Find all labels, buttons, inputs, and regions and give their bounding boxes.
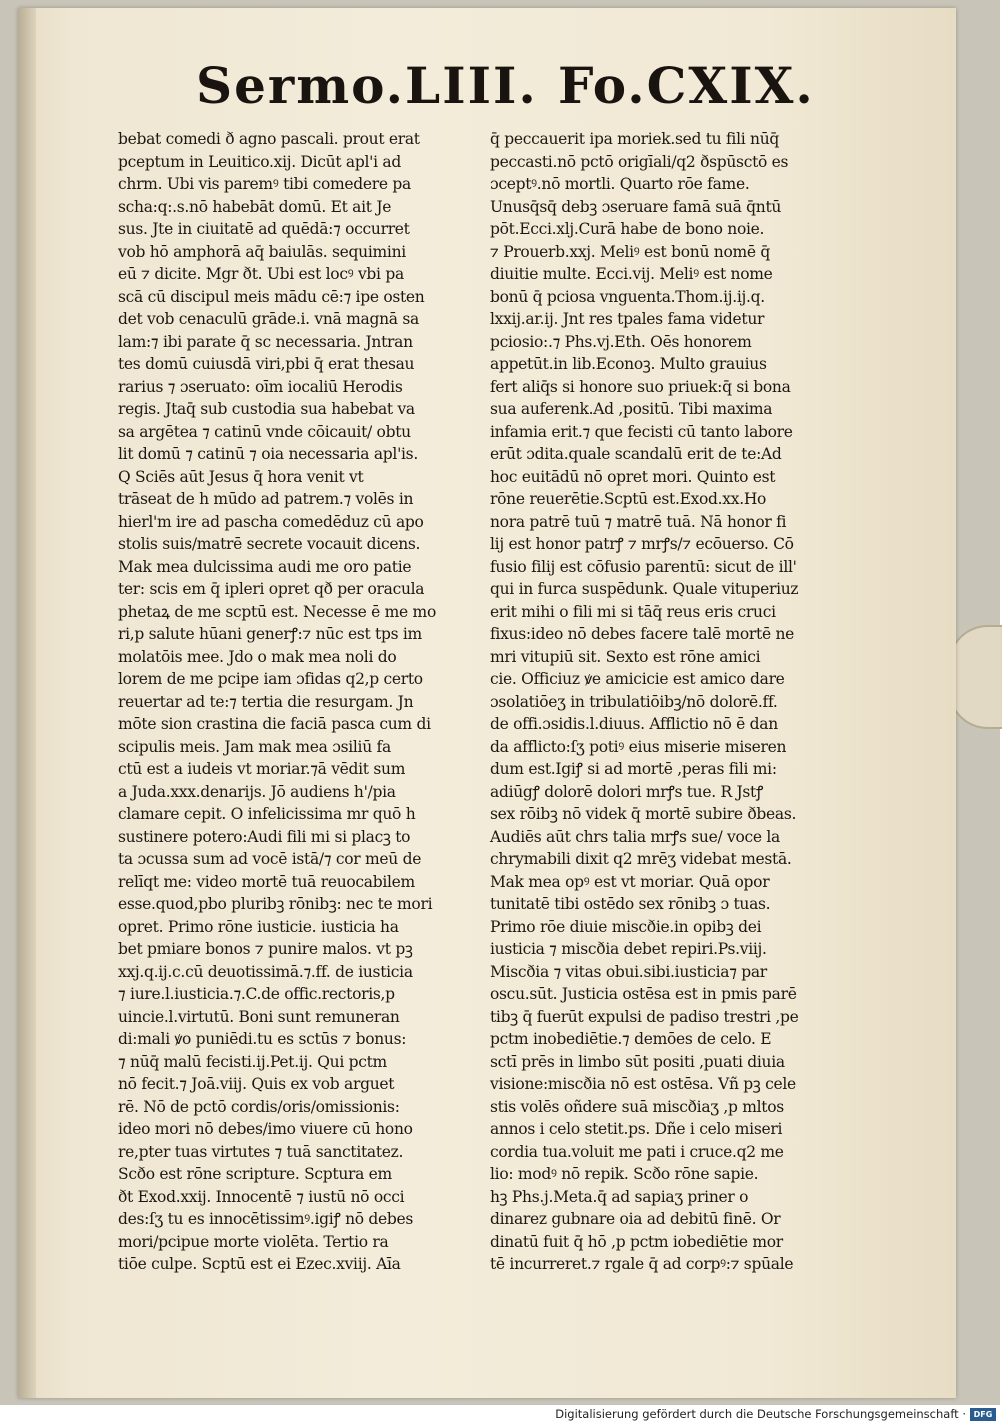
text-line: hoc euitādū nō opret mori. Quinto est [490,467,776,486]
page-header [18,56,956,126]
footer-bar [0,1405,1000,1424]
text-line: ⁊ iure.l.iusticia.⁊.C.de offic.rectoris,p [118,985,395,1003]
text-line: ⁊ Prouerb.xxj. Meliꝰ est bonū nomē q̄ [490,242,770,261]
text-line: nō fecit.⁊ Joā.viij. Quis ex vob arguet [118,1075,395,1093]
text-line: ideo mori nō debes/imo viuere cū hono [118,1120,413,1138]
text-line: erit mihi o fili mi si tāq̄ reus eris cruci [490,602,776,621]
text-line: pōt.Ecci.xlj.Curā habe de bono noie. [490,220,765,238]
text-line: mōte sion crastina die faciā pasca cum di [118,715,431,733]
text-line: sustinere potero:Audi fili mi si placꝫ to [118,827,411,846]
left-text-column [118,128,498,1273]
text-line: xxj.q.ij.c.cū deuotissimā.⁊.ff. de iusticia [118,962,413,981]
text-line: ctū est a iudeis vt moriar.⁊ā vēdit sum [118,760,406,778]
text-line: dinarez gubnare oia ad debitū finē. Or [490,1210,781,1228]
text-line: chrymabili dixit q2 mrēʒ videbat mestā. [490,850,792,868]
text-line: lam:⁊ ibi parate q̄ sc necessaria. Jntran [118,332,413,351]
text-line: Unusq̄sq̄ debꝫ ɔseruare famā suā q̄ntū [490,197,782,216]
text-line: relīqt me: video mortē tuā reuocabilem [118,872,415,891]
text-line: phetaꝝ de me scptū est. Necesse ē me mo [118,602,436,621]
text-line: sex rōibꝫ nō videk q̄ mortē subire ðbeas. [490,805,797,823]
text-line: chrm. Ubi vis paremꝰ tibi comedere pa [118,175,411,193]
text-line: rarius ⁊ ɔseruato: oīm iocaliū Herodis [118,377,403,396]
text-line: tiōe culpe. Scptū est ei Ezec.xviij. Aīa [118,1255,401,1273]
text-line: bet pmiare bonos ⁊ punire malos. vt pꝫ [118,940,413,958]
dfg-logo: DFG [970,1408,996,1421]
text-line: erūt ɔdita.quale scandalū erit de te:Ad [490,445,782,463]
text-line: lit domū ⁊ catinū ⁊ oia necessaria apl'is. [118,445,418,463]
text-line: stolis suis/matrē secrete vocauit dicens. [118,535,421,553]
text-line: scipulis meis. Jam mak mea ɔsiliū fa [118,737,391,756]
text-line: a Juda.xxx.denarijs. Jō audiens h'/pia [118,782,396,801]
text-line: eū ⁊ dicite. Mgr ðt. Ubi est locꝰ vbi pa [118,265,404,283]
page-tab [948,625,1002,729]
text-line: tes domū cuiusdā viri,pbi q̄ erat thesau [118,355,415,373]
text-line: sua auferenk.Ad ,positū. Tibi maxima [490,400,773,418]
text-line: peccasti.nō pctō origīali/q2 ðspūsctō es [490,152,789,171]
text-line: rōne reuerētie.Scptū est.Exod.xx.Ho [490,490,767,508]
text-line: mori/pcipue morte violēta. Tertio ra [118,1232,389,1251]
text-line: infamia erit.⁊ que fecisti cū tanto labore [490,422,793,441]
text-line: lio: modꝰ nō repik. Scðo rōne sapie. [490,1165,759,1183]
folio-number: Fo.CXIX. [558,56,815,115]
text-line: sus. Jte in ciuitatē ad quēdā:⁊ occurret [118,220,410,238]
text-line: dinatū fuit q̄ hō ,p pctm iobediētie mor [490,1232,783,1251]
text-line: cie. Officiuz ꝟe amicicie est amico dare [490,670,785,688]
text-line: Scðo est rōne scripture. Scptura em [118,1165,392,1183]
text-line: tē incurreret.⁊ rgale q̄ ad corpꝰ:⁊ spūale [490,1255,794,1273]
text-line: diuitie multe. Ecci.vij. Meliꝰ est nome [490,265,773,283]
text-line: des:ſʒ tu es innocētissimꝰ.igiꝭ nō debes [118,1210,414,1228]
text-line: lorem de me pcipe iam ɔfidas q2,p certo [118,670,423,688]
text-line: appetūt.in lib.Econoꝫ. Multo grauius [490,355,767,373]
text-line: adiūgꝭ dolorē dolori mrꝭs tue. R Jstꝭ [490,782,764,801]
text-line: tibꝫ q̄ fuerūt expulsi de padiso trestri ,pe [490,1007,799,1026]
text-line: pctm inobediētie.⁊ demōes de celo. E [490,1030,772,1048]
text-line: sa argētea ⁊ catinū vnde cōicauit/ obtu [118,422,411,441]
text-line: tunitatē tibi ostēdo sex rōnibꝫ ɔ tuas. [490,895,771,913]
text-line: re,pter tuas virtutes ⁊ tuā sanctitatez. [118,1142,404,1161]
text-line: sctī prēs in limbo sūt positi ,puati diuia [490,1052,785,1071]
text-line: molatōis mee. Jdo o mak mea noli do [118,647,397,666]
text-line: iusticia ⁊ miscðia debet repiri.Ps.viij. [490,940,767,958]
text-line: Mak mea dulcissima audi me oro patie [118,557,412,576]
text-line: Audiēs aūt chrs talia mrꝭs sue/ voce la [490,827,780,846]
book-page [18,8,956,1398]
text-line: Q Sciēs aūt Jesus q̄ hora venit vt [118,467,364,486]
text-line: mri vitupiū sit. Sexto est rōne amici [490,647,761,666]
text-line: bebat comedi ð agno pascali. prout erat [118,130,420,148]
text-line: oscu.sūt. Justicia ostēsa est in pmis parē [490,985,797,1003]
text-line: reuertar ad te:⁊ tertia die resurgam. Jn [118,692,414,711]
text-line: bonū q̄ pciosa vnguenta.Thom.ij.ij.q. [490,287,765,306]
footer-credit: Digitalisierung gefördert durch die Deutsche Forschungsgemeinschaft · [555,1407,966,1421]
text-line: clamare cepit. O infelicissima mr quō h [118,805,416,823]
page-gutter [18,8,36,1398]
text-line: da afflicto:ſʒ potiꝰ eius miserie miseren [490,737,787,756]
text-line: fusio filij est cōfusio parentū: sicut de ill' [490,557,797,576]
text-line: visione:miscðia nō est ostēsa. Vñ pꝫ cele [490,1075,796,1093]
text-line: stis volēs oñdere suā miscðiaʒ ,p mltos [490,1097,784,1116]
text-line: Miscðia ⁊ vitas obui.sibi.iusticia⁊ par [490,962,767,981]
text-line: regis. Jtaq̄ sub custodia sua habebat va [118,400,415,418]
running-title: Sermo.LIII. [196,56,538,115]
text-line: rē. Nō de pctō cordis/oris/omissionis: [118,1097,400,1116]
text-line: pceptum in Leuitico.xij. Dicūt apl'i ad [118,152,401,171]
text-line: trāseat de h mūdo ad patrem.⁊ volēs in [118,490,414,508]
text-line: ɔceptꝰ.nō mortli. Quarto rōe fame. [490,175,750,193]
text-line: ter: scis em q̄ ipleri opret qð per oracula [118,580,425,598]
text-line: q̄ peccauerit ipa moriek.sed tu fili nūq̄ [490,130,779,148]
text-line: fert aliq̄s si honore suo priuek:q̄ si bona [490,377,791,396]
text-line: esse.quod,pbo pluribꝫ rōnibꝫ: nec te mori [118,895,433,913]
text-line: hierl'm ire ad pascha comedēduz cū apo [118,512,424,531]
text-line: pciosio:.⁊ Phs.vj.Eth. Oēs honorem [490,332,752,351]
text-line: uincie.l.virtutū. Boni sunt remuneran [118,1007,400,1026]
text-line: ta ɔcussa sum ad vocē istā/⁊ cor meū de [118,850,422,868]
text-line: fixus:ideo nō debes facere talē mortē ne [490,625,795,643]
text-line: de offi.ɔsidis.l.diuus. Afflictio nō ē dan [490,715,778,733]
text-line: det vob cenaculū grāde.i. vnā magnā sa [118,310,419,328]
text-line: lij est honor patrꝭ ⁊ mrꝭs/⁊ ecōuerso. Cō [490,535,794,553]
text-line: Primo rōe diuie miscðie.in opibꝫ dei [490,917,762,936]
text-line: scha:q:.s.nō habebāt domū. Et ait Je [118,197,392,216]
text-line: nora patrē tuū ⁊ matrē tuā. Nā honor fi [490,512,787,531]
text-line: ðt Exod.xxij. Innocentē ⁊ iustū nō occi [118,1187,405,1206]
text-line: ɔsolatiōeʒ in tribulatiōibꝫ/nō dolorē.ff. [490,692,778,711]
text-line: qui in furca suspēdunk. Quale vituperiuz [490,580,799,598]
text-line: hꝫ Phs.j.Meta.q̄ ad sapiaʒ priner o [490,1187,749,1206]
text-line: lxxij.ar.ij. Jnt res tpales fama videtur [490,310,765,328]
text-line: ri,p salute hūani generꝭ:⁊ nūc est tps im [118,625,422,643]
text-line: di:mali ꝟo puniēdi.tu es sctūs ⁊ bonus: [118,1030,407,1048]
text-line: opret. Primo rōne iusticie. iusticia ha [118,917,399,936]
text-line: annos i celo stetit.ps. Dñe i celo miseri [490,1120,783,1138]
text-line: ⁊ nūq̄ malū fecisti.ij.Pet.ij. Qui pctm [118,1052,387,1071]
right-text-column [490,128,870,1273]
text-line: vob hō amphorā aq̄ baiulās. sequimini [118,242,406,261]
text-line: cordia tua.voluit me pati i cruce.q2 me [490,1142,784,1161]
text-line: dum est.Igiꝭ si ad mortē ,peras fili mi: [490,760,777,778]
text-line: Mak mea opꝰ est vt moriar. Quā opor [490,872,770,891]
text-line: scā cū discipul meis mādu cē:⁊ ipe osten [118,287,425,306]
